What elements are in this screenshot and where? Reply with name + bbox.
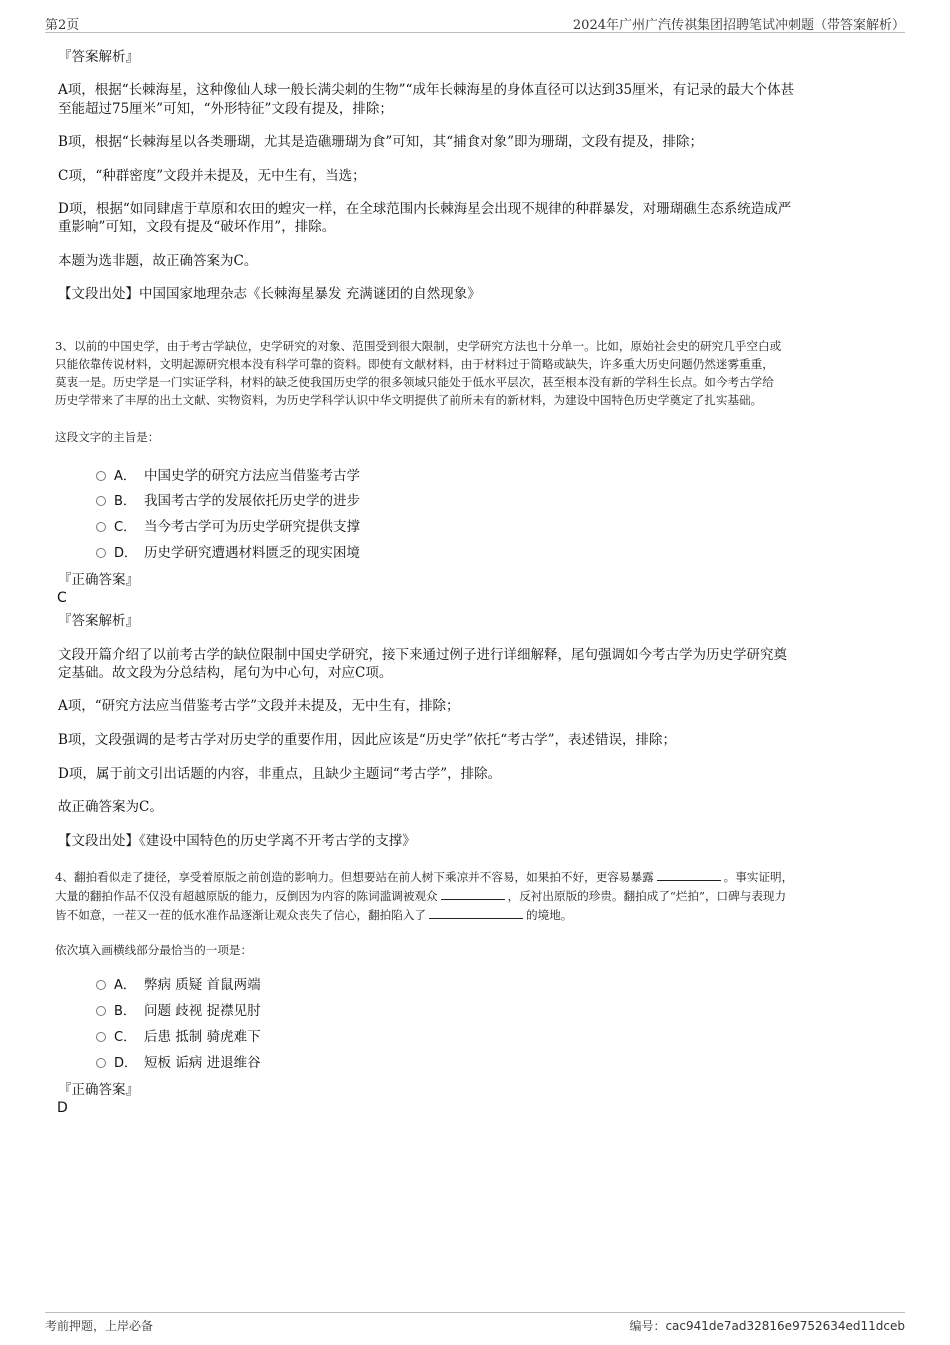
radio-icon[interactable] [96, 1058, 106, 1068]
analysis-d-line1: D项，根据“如同肆虐于草原和农田的蝗灾一样，在全球范围内长棘海星会出现不规律的种群暴发，对珊瑚礁生态系统造成严 [58, 201, 792, 217]
q4-option-b[interactable]: B． 问题 歧视 捉襟见肘 [96, 1002, 261, 1021]
document-title: 2024年广州广汽传祺集团招聘笔试冲刺题（带答案解析） [572, 18, 905, 33]
q4-option-a[interactable]: A． 弊病 质疑 首鼠两端 [96, 976, 261, 995]
q3-analysis-heading: 『答案解析』 [58, 613, 139, 629]
q3-analysis-line1: 文段开篇介绍了以前考古学的缺位限制中国史学研究，接下来通过例子进行详细解释，尾句强调如今考古学为历史学研究奠 [58, 647, 787, 663]
radio-icon[interactable] [96, 548, 106, 558]
fill-blank-3[interactable] [429, 906, 523, 919]
analysis-conclusion: 本题为选非题，故正确答案为C。 [58, 253, 258, 269]
analysis-b: B项，根据“长棘海星以各类珊瑚，尤其是造礁珊瑚为食”可知，其“捕食对象”即为珊瑚，文段有提及，排除； [58, 134, 704, 150]
q3-answer-heading: 『正确答案』 [58, 572, 139, 588]
footer-slogan: 考前押题，上岸必备 [45, 1319, 154, 1333]
q4-prompt: 依次填入画横线部分最恰当的一项是： [55, 943, 253, 957]
q4-answer-heading: 『正确答案』 [58, 1082, 139, 1098]
q3-prompt: 这段文字的主旨是： [55, 430, 160, 444]
q3-option-d[interactable]: D． 历史学研究遭遇材料匮乏的现实困境 [96, 544, 360, 563]
fill-blank-1[interactable] [657, 868, 721, 881]
page-number: 第2页 [45, 18, 80, 33]
analysis-a-line2: 至能超过75厘米”可知，“外形特征”文段有提及，排除； [58, 101, 393, 117]
source-citation: 【文段出处】中国国家地理杂志《长棘海星暴发 充满谜团的自然现象》 [58, 286, 481, 302]
q3-passage-line4: 历史学带来了丰厚的出土文献、实物资料，为历史学科学认识中华文明提供了前所未有的新材料，为建设中国特色历史学奠定了扎实基础。 [55, 393, 763, 407]
q3-passage-line2: 只能依靠传说材料，文明起源研究根本没有科学可靠的资料。即使有文献材料，由于材料过于简略或缺失，许多重大历史问题仍然迷雾重重， [55, 357, 774, 371]
analysis-c: C项，“种群密度”文段并未提及，无中生有，当选； [58, 168, 366, 184]
document-code: 编号：cac941de7ad32816e9752634ed11dceb [629, 1319, 905, 1333]
radio-icon[interactable] [96, 471, 106, 481]
analysis-heading: 『答案解析』 [58, 49, 139, 65]
q3-conclusion: 故正确答案为C。 [58, 799, 163, 815]
q3-analysis-d: D项，属于前文引出话题的内容，非重点，且缺少主题词“考古学”，排除。 [58, 766, 502, 782]
q4-answer: D [57, 1100, 68, 1116]
q4-option-c[interactable]: C． 后患 抵制 骑虎难下 [96, 1028, 261, 1047]
q3-answer: C [57, 590, 67, 606]
radio-icon[interactable] [96, 1032, 106, 1042]
q3-passage-line1: 3、以前的中国史学，由于考古学缺位，史学研究的对象、范围受到很大限制，史学研究方法也十分单一。比如，原始社会史的研究几乎空白或 [55, 339, 782, 353]
q3-analysis-b: B项，文段强调的是考古学对历史学的重要作用，因此应该是“历史学”依托“考古学”，表述错误，排除； [58, 732, 677, 748]
q4-passage-line3: 皆不如意，一茬又一茬的低水准作品逐渐让观众丧失了信心，翻拍陷入了 的境地。 [55, 908, 573, 922]
radio-icon[interactable] [96, 1006, 106, 1016]
page-footer [45, 1312, 905, 1335]
q4-option-d[interactable]: D． 短板 诟病 进退维谷 [96, 1054, 261, 1073]
q3-option-b[interactable]: B． 我国考古学的发展依托历史学的进步 [96, 492, 360, 511]
radio-icon[interactable] [96, 980, 106, 990]
q3-option-c[interactable]: C． 当今考古学可为历史学研究提供支撑 [96, 518, 360, 537]
analysis-a-line1: A项，根据“长棘海星，这种像仙人球一般长满尖刺的生物”“成年长棘海星的身体直径可以达到35厘米，有记录的最大个体甚 [58, 82, 795, 98]
q3-source-citation: 【文段出处】《建设中国特色的历史学离不开考古学的支撑》 [58, 833, 416, 849]
q3-analysis-a: A项，“研究方法应当借鉴考古学”文段并未提及，无中生有，排除； [58, 698, 460, 714]
q3-analysis-line2: 定基础。故文段为分总结构，尾句为中心句，对应C项。 [58, 665, 393, 681]
q4-passage-line1: 4、翻拍看似走了捷径，享受着原版之前创造的影响力。但想要站在前人树下乘凉并不容易，如果拍不好，更容易暴露 。事实证明， [55, 870, 794, 884]
q3-passage-line3: 莫衷一是。历史学是一门实证学科，材料的缺乏使我国历史学的很多领域只能处于低水平层次，甚至根本没有新的学科生长点。如今考古学给 [55, 375, 774, 389]
fill-blank-2[interactable] [441, 887, 505, 900]
radio-icon[interactable] [96, 496, 106, 506]
page-header [45, 12, 905, 33]
q3-option-a[interactable]: A． 中国史学的研究方法应当借鉴考古学 [96, 467, 360, 486]
radio-icon[interactable] [96, 522, 106, 532]
analysis-d-line2: 重影响”可知，文段有提及“破坏作用”，排除。 [58, 219, 336, 235]
q4-passage-line2: 大量的翻拍作品不仅没有超越原版的能力，反倒因为内容的陈词滥调被观众 ，反衬出原版的珍贵。翻拍成了“烂拍”，口碑与表现力 [55, 889, 787, 903]
